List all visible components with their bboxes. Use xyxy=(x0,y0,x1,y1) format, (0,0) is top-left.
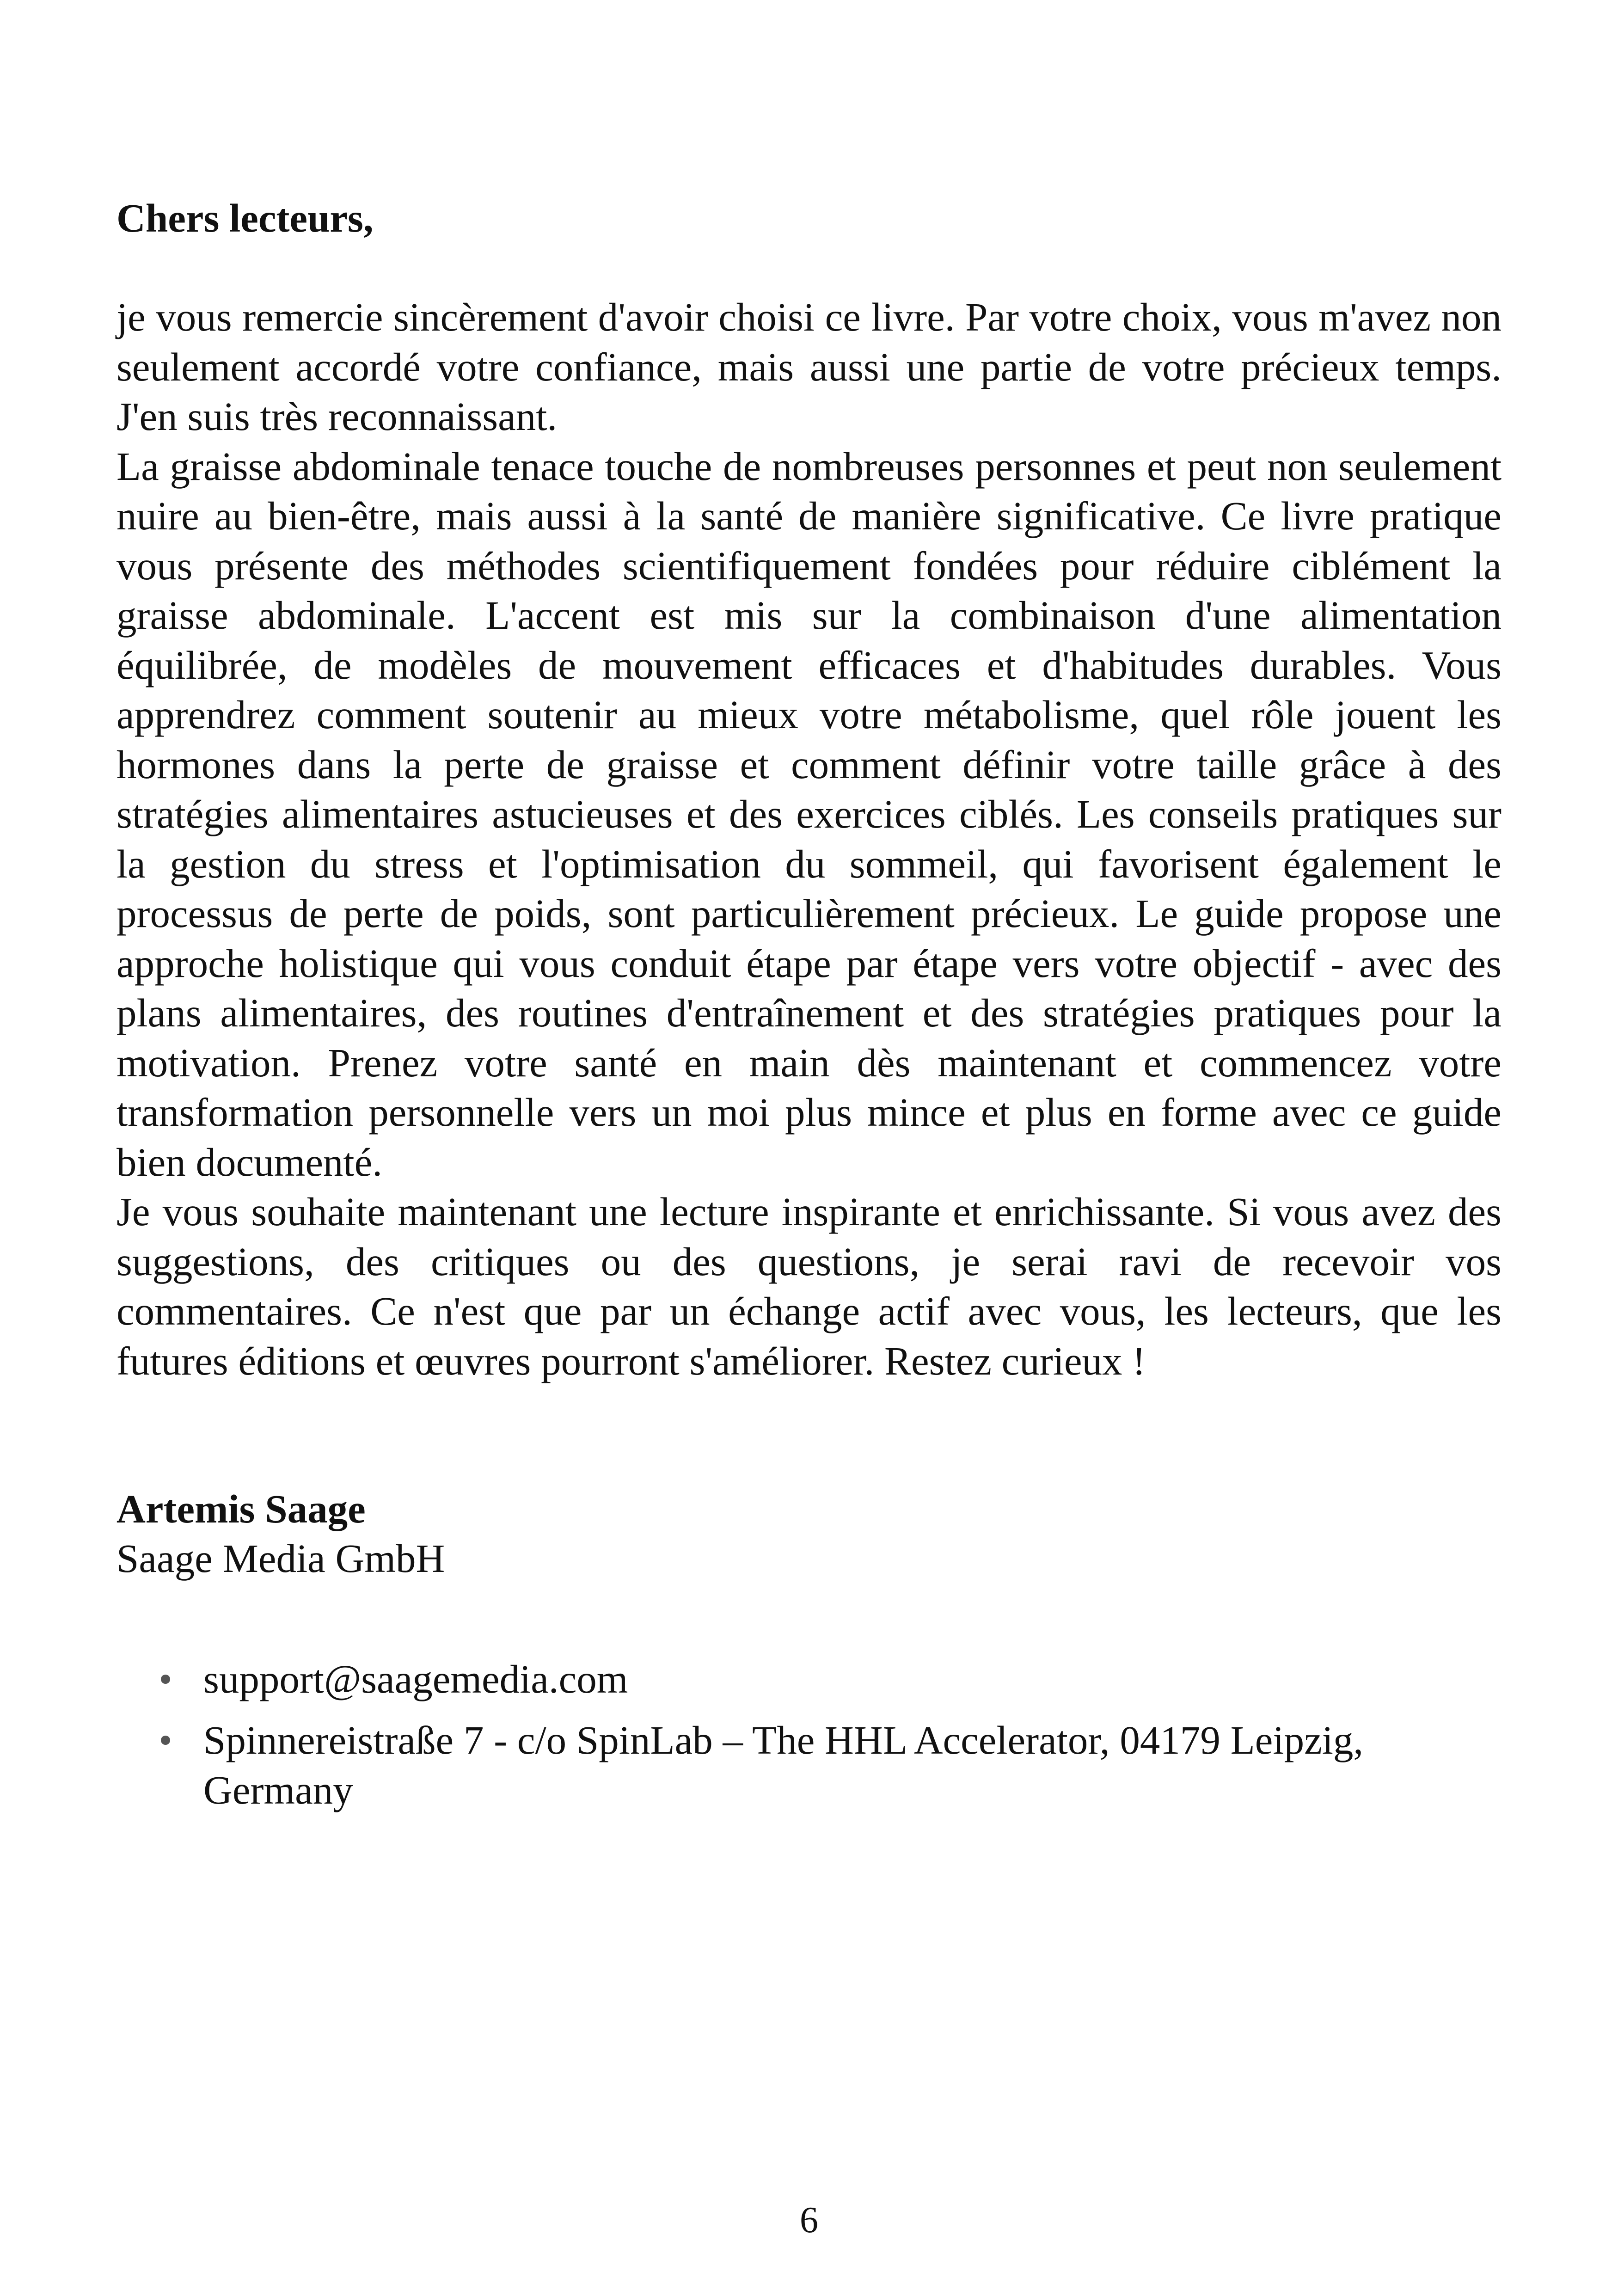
contact-email-text: support@saagemedia.com xyxy=(203,1657,628,1701)
signature-block xyxy=(116,1484,1502,1583)
bullet-icon xyxy=(161,1736,170,1745)
contact-list xyxy=(153,1654,1493,1826)
letter-body xyxy=(116,292,1502,1386)
author-name: Artemis Saage xyxy=(116,1486,366,1531)
paragraph-thanks: je vous remercie sincèrement d'avoir choisi ce livre. Par votre choix, vous m'avez non seulement accordé votre confiance, mais aussi une partie de votre précieux temps. J'en suis très reconnaissant. xyxy=(116,295,1502,439)
bullet-icon xyxy=(161,1675,170,1684)
contact-address-text: Spinnereistraße 7 - c/o SpinLab – The HHL Accelerator, 04179 Leipzig, Germany xyxy=(203,1718,1364,1812)
contact-email xyxy=(153,1654,1493,1704)
paragraph-book-description: La graisse abdominale tenace touche de nombreuses personnes et peut non seulement nuire au bien-être, mais aussi à la santé de manière significative. Ce livre pratique vous présente des méthodes scientifiquement fondées pour réduire ciblément la graisse abdominale. L'accent est mis sur la combinaison d'une alimentation équilibrée, de modèles de mouvement efficaces et d'habitudes durables. Vous apprendrez comment soutenir au mieux votre métabolisme, quel rôle jouent les hormones dans la perte de graisse et comment définir votre taille grâce à des stratégies alimentaires astucieuses et des exercices ciblés. Les conseils pratiques sur la gestion du stress et l'optimisation du sommeil, qui favorisent également le processus de perte de poids, sont particulièrement précieux. Le guide propose une approche holistique qui vous conduit étape par étape vers votre objectif - avec des plans alimentaires, des routines d'entraînement et des stratégies pratiques pour la motivation. Prenez votre santé en main dès maintenant et commencez votre transformation personnelle vers un moi plus mince et plus en forme avec ce guide bien documenté. xyxy=(116,443,1502,1185)
company-name: Saage Media GmbH xyxy=(116,1536,445,1581)
paragraph-closing: Je vous souhaite maintenant une lecture inspirante et enrichissante. Si vous avez des suggestions, des critiques ou des questions, je serai ravi de recevoir vos commentaires. Ce n'est que par un échange actif avec vous, les lecteurs, que les futures éditions et œuvres pourront s'améliorer. Restez curieux ! xyxy=(116,1189,1502,1383)
contact-address xyxy=(153,1715,1493,1815)
letter-greeting: Chers lecteurs, xyxy=(116,196,374,240)
page-number: 6 xyxy=(800,2200,818,2241)
